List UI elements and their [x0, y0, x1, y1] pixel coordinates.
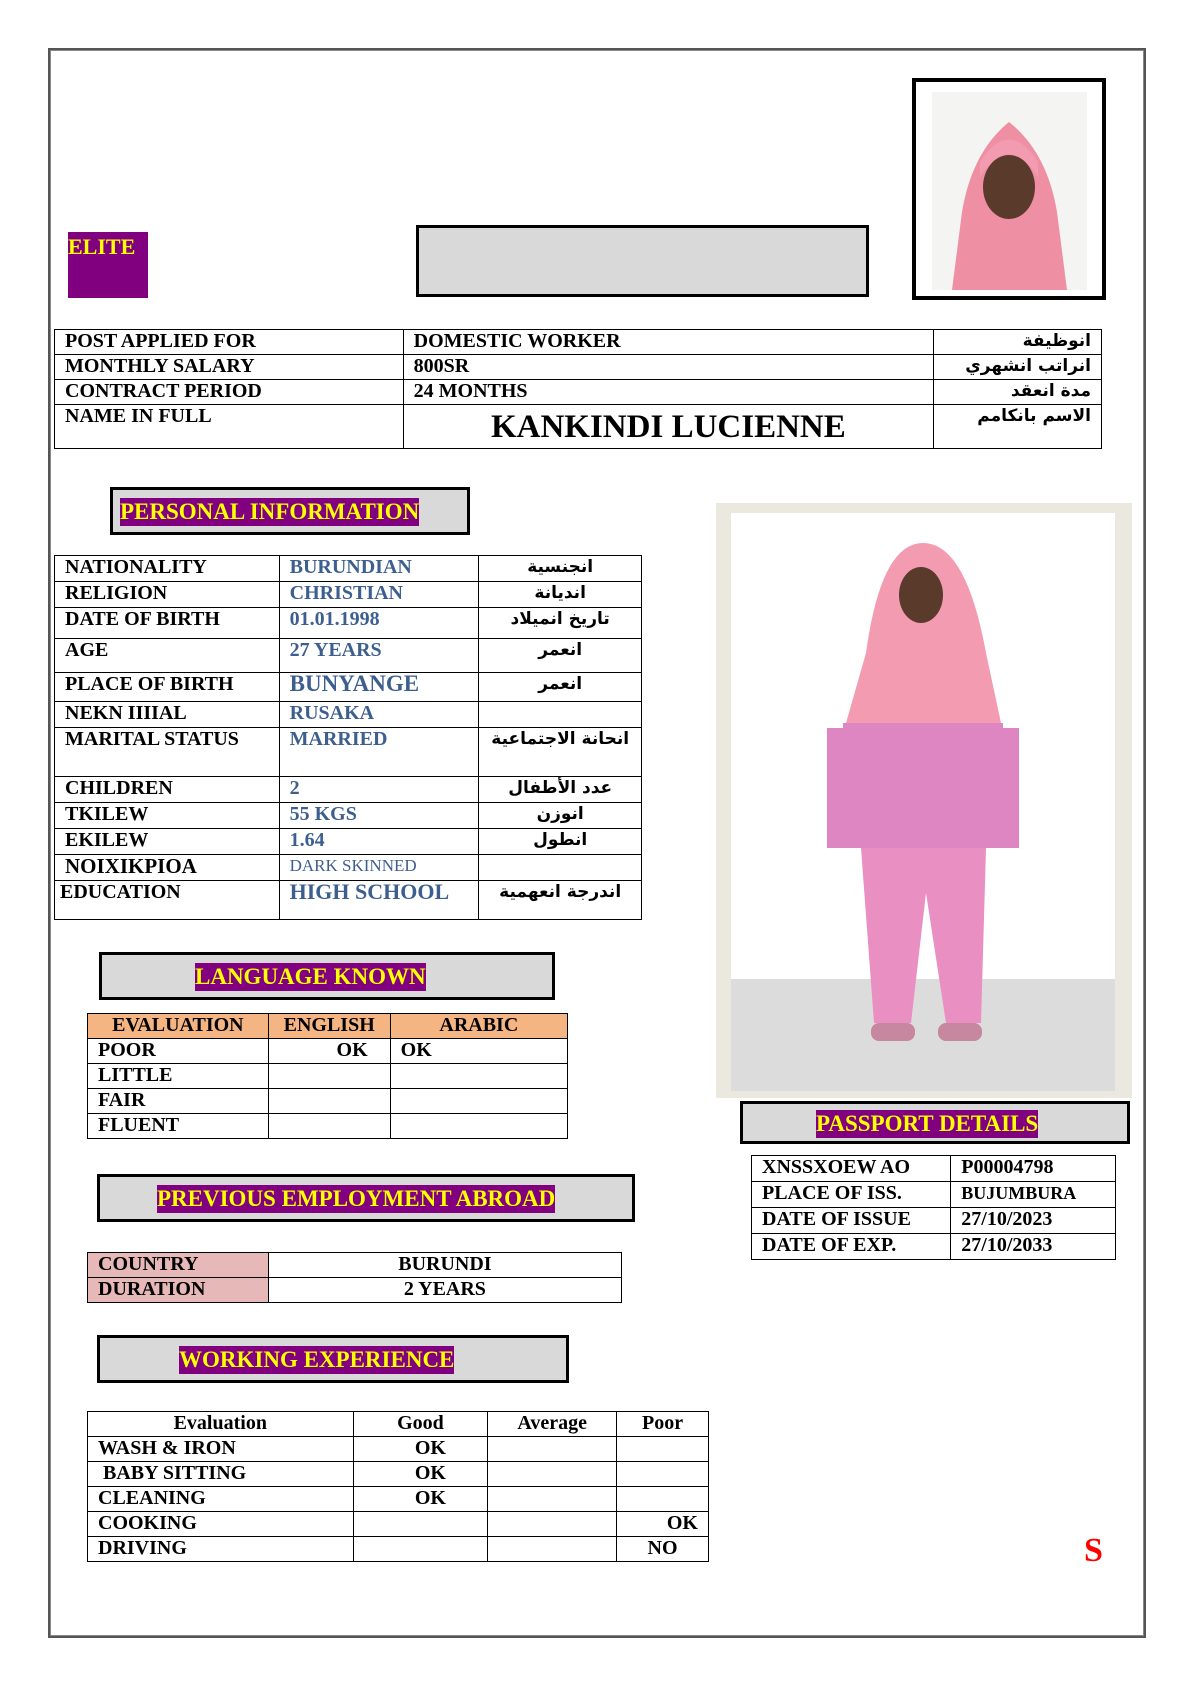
row-value: 2 YEARS [268, 1278, 621, 1303]
level-cell: FAIR [88, 1089, 269, 1114]
task-cell: BABY SITTING [88, 1462, 354, 1487]
average-cell [488, 1537, 617, 1562]
full-name: KANKINDI LUCIENNE [403, 405, 933, 449]
row-label: DATE OF BIRTH [55, 608, 280, 639]
row-value: 55 KGS [279, 803, 479, 829]
table-row [88, 1089, 568, 1114]
section-title: PASSPORT DETAILS [816, 1111, 1039, 1136]
good-cell [353, 1537, 488, 1562]
row-value: 24 MONTHS [403, 380, 933, 405]
row-value: MARRIED [279, 728, 479, 777]
arabic-cell [390, 1114, 567, 1139]
row-arabic: اندرجة انعهمية [479, 881, 642, 920]
table-row [55, 582, 642, 608]
table-row [55, 702, 642, 728]
row-arabic: انوظيفة [934, 330, 1102, 355]
row-label: NATIONALITY [55, 556, 280, 582]
row-value: BURUNDI [268, 1253, 621, 1278]
table-row [88, 1462, 709, 1487]
table-row [55, 556, 642, 582]
level-cell: POOR [88, 1039, 269, 1064]
row-label: MONTHLY SALARY [55, 355, 404, 380]
row-value: 800SR [403, 355, 933, 380]
table-row [55, 777, 642, 803]
table-row [88, 1487, 709, 1512]
name-arabic: الاسم بانكامم [934, 405, 1102, 449]
row-label: PLACE OF ISS. [752, 1182, 951, 1208]
average-cell [488, 1462, 617, 1487]
english-cell [268, 1089, 390, 1114]
row-value: HIGH SCHOOL [279, 881, 479, 920]
row-arabic: انعمر [479, 639, 642, 673]
row-arabic: انعمر [479, 673, 642, 702]
working-experience-table [87, 1411, 709, 1562]
table-row [752, 1156, 1116, 1182]
row-arabic: انحانة الاجتماعية [479, 728, 642, 777]
table-row [55, 728, 642, 777]
table-row [88, 1039, 568, 1064]
row-arabic: انطول [479, 829, 642, 855]
row-value: BUJUMBURA [951, 1182, 1116, 1208]
good-cell: OK [353, 1462, 488, 1487]
poor-cell: NO [617, 1537, 709, 1562]
table-row [55, 608, 642, 639]
table-row [752, 1182, 1116, 1208]
row-value: CHRISTIAN [279, 582, 479, 608]
row-value: DARK SKINNED [279, 855, 479, 881]
english-cell [268, 1114, 390, 1139]
section-title: LANGUAGE KNOWN [195, 964, 426, 989]
passport-details-header [740, 1101, 1130, 1144]
table-row [55, 673, 642, 702]
section-title: WORKING EXPERIENCE [179, 1347, 455, 1372]
table-row [752, 1234, 1116, 1260]
level-cell: FLUENT [88, 1114, 269, 1139]
task-cell: CLEANING [88, 1487, 354, 1512]
average-cell [488, 1487, 617, 1512]
row-value: BUNYANGE [279, 673, 479, 702]
column-header: ARABIC [390, 1014, 567, 1039]
row-arabic: انجنسية [479, 556, 642, 582]
row-label: EKILEW [55, 829, 280, 855]
language-table [87, 1013, 568, 1139]
english-cell: OK [268, 1039, 390, 1064]
personal-info-table [54, 555, 642, 920]
level-cell: LITTLE [88, 1064, 269, 1089]
previous-employment-header [97, 1174, 635, 1222]
table-row [55, 803, 642, 829]
row-label: PLACE OF BIRTH [55, 673, 280, 702]
english-cell [268, 1064, 390, 1089]
good-cell: OK [353, 1487, 488, 1512]
row-label: CONTRACT PERIOD [55, 380, 404, 405]
table-row [88, 1278, 622, 1303]
name-label: NAME IN FULL [55, 405, 404, 449]
column-header: Good [353, 1412, 488, 1437]
task-cell: WASH & IRON [88, 1437, 354, 1462]
row-label: MARITAL STATUS [55, 728, 280, 777]
row-arabic: عدد الأطفال [479, 777, 642, 803]
table-row [752, 1208, 1116, 1234]
row-value: 27/10/2023 [951, 1208, 1116, 1234]
poor-cell [617, 1462, 709, 1487]
column-header: Average [488, 1412, 617, 1437]
row-arabic: انراتب انشهري [934, 355, 1102, 380]
good-cell: OK [353, 1437, 488, 1462]
arabic-cell: OK [390, 1039, 567, 1064]
row-value: 1.64 [279, 829, 479, 855]
row-value: P00004798 [951, 1156, 1116, 1182]
table-row [88, 1253, 622, 1278]
job-details-table [54, 329, 1102, 449]
row-arabic: مدة انعقد [934, 380, 1102, 405]
row-arabic [479, 855, 642, 881]
row-label: POST APPLIED FOR [55, 330, 404, 355]
table-row [88, 1437, 709, 1462]
row-label: XNSSXOEW AO [752, 1156, 951, 1182]
table-row [55, 829, 642, 855]
row-label: EDUCATION [55, 881, 280, 920]
poor-cell [617, 1437, 709, 1462]
section-title: PERSONAL INFORMATION [120, 499, 420, 524]
row-label: AGE [55, 639, 280, 673]
row-value: 01.01.1998 [279, 608, 479, 639]
row-label: TKILEW [55, 803, 280, 829]
row-label: DATE OF EXP. [752, 1234, 951, 1260]
row-label: DURATION [88, 1278, 269, 1303]
previous-employment-table [87, 1252, 622, 1303]
row-value: 27 YEARS [279, 639, 479, 673]
table-header-row [88, 1014, 568, 1039]
table-row [55, 639, 642, 673]
row-value: 27/10/2033 [951, 1234, 1116, 1260]
column-header: EVALUATION [88, 1014, 269, 1039]
table-row [88, 1064, 568, 1089]
column-header: ENGLISH [268, 1014, 390, 1039]
column-header: Evaluation [88, 1412, 354, 1437]
task-cell: DRIVING [88, 1537, 354, 1562]
row-value: BURUNDIAN [279, 556, 479, 582]
section-title: PREVIOUS EMPLOYMENT ABROAD [157, 1186, 556, 1211]
working-experience-header [97, 1335, 569, 1383]
passport-photo [912, 78, 1106, 300]
row-value: RUSAKA [279, 702, 479, 728]
table-row [88, 1537, 709, 1562]
table-row [55, 355, 1102, 380]
row-arabic [479, 702, 642, 728]
table-header-row [88, 1412, 709, 1437]
row-label: CHILDREN [55, 777, 280, 803]
poor-cell: OK [617, 1512, 709, 1537]
table-row [88, 1114, 568, 1139]
poor-cell [617, 1487, 709, 1512]
row-label: DATE OF ISSUE [752, 1208, 951, 1234]
row-value: 2 [279, 777, 479, 803]
personal-info-header [110, 487, 470, 535]
table-row [55, 380, 1102, 405]
row-arabic: انوزن [479, 803, 642, 829]
row-label: NOIXIKPIOA [55, 855, 280, 881]
table-row [55, 881, 642, 920]
row-label: RELIGION [55, 582, 280, 608]
row-value: DOMESTIC WORKER [403, 330, 933, 355]
row-label: COUNTRY [88, 1253, 269, 1278]
passport-table [751, 1155, 1116, 1260]
agency-label: ELITE [68, 232, 148, 298]
row-label: NEKN IIIIAL [55, 702, 280, 728]
corner-mark: S [1084, 1532, 1103, 1569]
arabic-cell [390, 1064, 567, 1089]
language-header [99, 952, 555, 1000]
row-arabic: انديانة [479, 582, 642, 608]
row-arabic: تاريخ انميلاد [479, 608, 642, 639]
good-cell [353, 1512, 488, 1537]
table-row [55, 330, 1102, 355]
column-header: Poor [617, 1412, 709, 1437]
average-cell [488, 1437, 617, 1462]
table-row [88, 1512, 709, 1537]
full-body-photo [716, 503, 1132, 1098]
average-cell [488, 1512, 617, 1537]
table-row [55, 855, 642, 881]
table-row [55, 405, 1102, 449]
task-cell: COOKING [88, 1512, 354, 1537]
blank-header-box [416, 225, 869, 297]
arabic-cell [390, 1089, 567, 1114]
